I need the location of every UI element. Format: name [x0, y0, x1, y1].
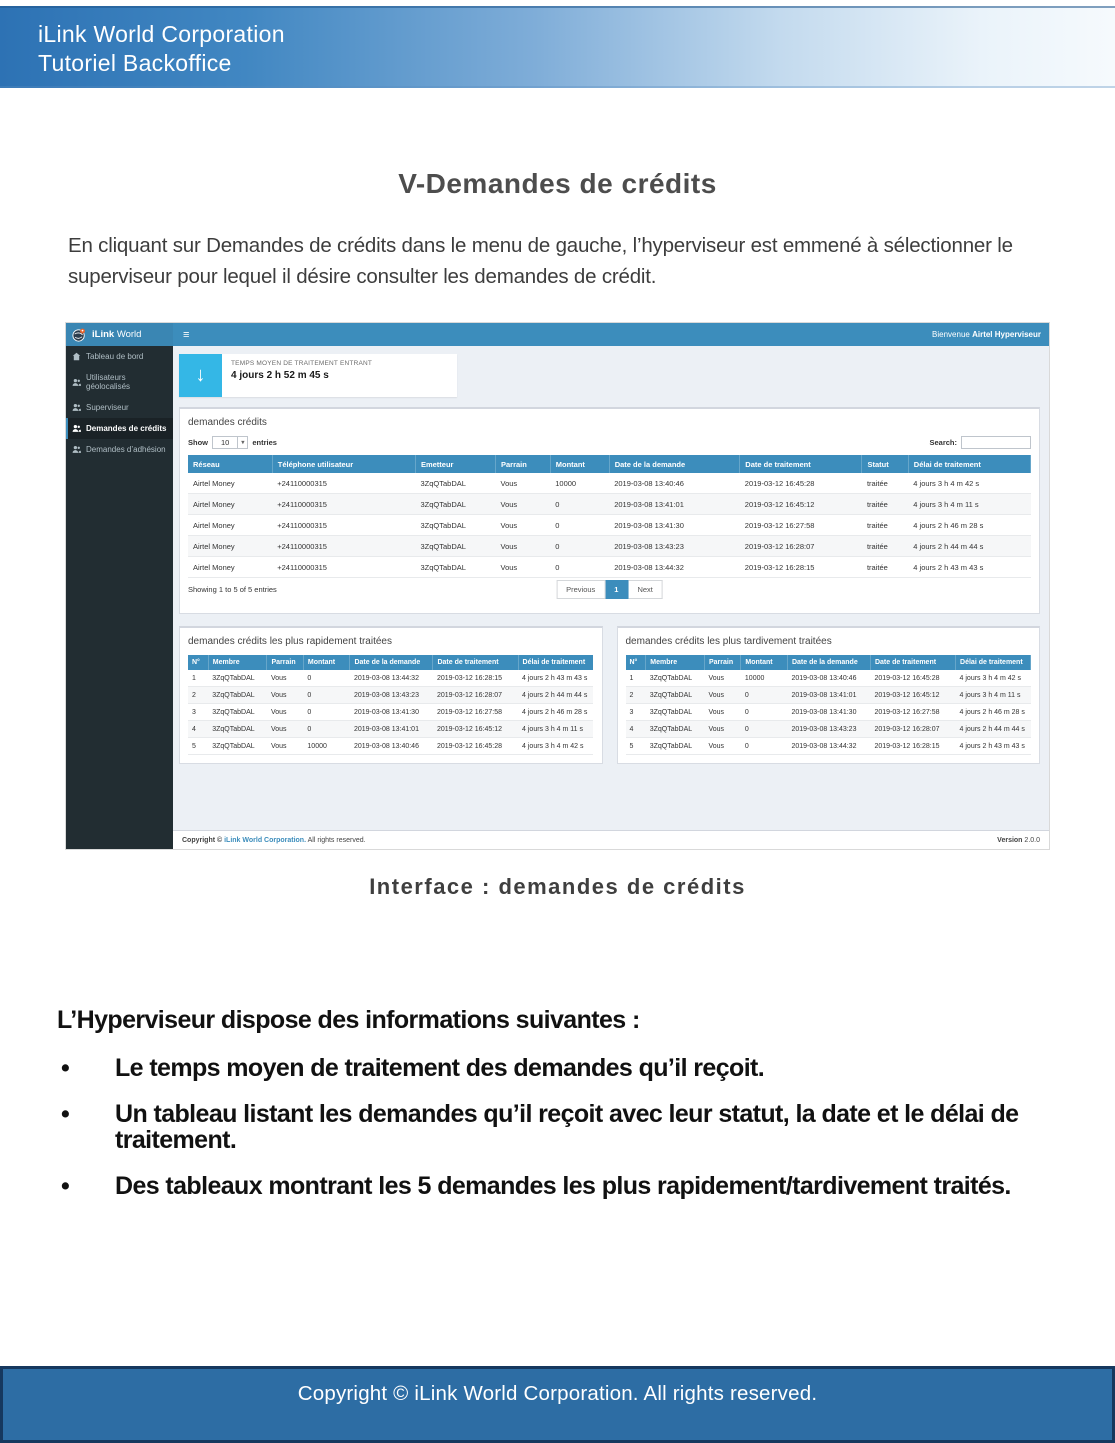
screenshot-caption: Interface : demandes de crédits [369, 874, 746, 899]
column-header[interactable]: Montant [303, 655, 350, 670]
sidebar-item-label: Superviseur [86, 403, 129, 412]
table-cell: 4 jours 2 h 43 m 43 s [518, 670, 593, 687]
table-cell: 2019-03-12 16:28:07 [740, 536, 862, 557]
document-subtitle: Tutoriel Backoffice [38, 50, 232, 76]
table-cell: Airtel Money [188, 557, 272, 578]
pagination-previous-button[interactable]: Previous [556, 580, 605, 599]
column-header[interactable]: Membre [208, 655, 267, 670]
table-cell: 5 [188, 738, 208, 755]
table-cell: Vous [496, 557, 551, 578]
table-cell: +24110000315 [272, 515, 415, 536]
search-label: Search: [929, 438, 957, 447]
version-number: 2.0.0 [1024, 836, 1040, 844]
fastest-credits-table [188, 655, 594, 755]
table-cell: 2019-03-08 13:44:32 [350, 670, 433, 687]
table-cell: 2019-03-08 13:43:23 [350, 687, 433, 704]
table-cell: 4 jours 2 h 44 m 44 s [518, 687, 593, 704]
document-header-banner [0, 6, 1115, 88]
table-row [626, 670, 1031, 687]
table-cell: 0 [303, 704, 350, 721]
fastest-credits-panel [179, 626, 603, 764]
table-cell: 2019-03-12 16:27:58 [740, 515, 862, 536]
bullet-item: • Des tableaux montrant les 5 demandes les plus rapidement/tardivement traités. [57, 1173, 1067, 1199]
table-cell: Vous [267, 738, 303, 755]
table-cell: 4 jours 2 h 44 m 44 s [956, 721, 1031, 738]
app-version [997, 837, 1040, 844]
search-input[interactable] [961, 436, 1031, 449]
widget-label: TEMPS MOYEN DE TRAITEMENT ENTRANT [231, 360, 373, 367]
table-cell: 0 [741, 704, 788, 721]
column-header[interactable]: Délai de traitement [908, 455, 1030, 473]
widget-value: 4 jours 2 h 52 m 45 s [231, 370, 329, 381]
table-cell: 3ZqQTabDAL [415, 515, 495, 536]
table-cell: 2019-03-12 16:28:07 [870, 721, 955, 738]
column-header[interactable]: Délai de traitement [956, 655, 1031, 670]
info-bullet-list [57, 1055, 1067, 1199]
welcome-prefix: Bienvenue [932, 330, 970, 339]
users-icon [72, 378, 81, 387]
table-cell: 4 jours 2 h 43 m 43 s [956, 738, 1031, 755]
table-cell: 4 jours 3 h 4 m 11 s [908, 494, 1030, 515]
table-cell: Vous [704, 704, 740, 721]
column-header[interactable]: Date de la demande [609, 455, 740, 473]
table-cell: traitée [862, 473, 908, 494]
table-cell: 0 [303, 687, 350, 704]
credits-panel [179, 407, 1040, 614]
table-cell: Vous [496, 515, 551, 536]
table-cell: traitée [862, 557, 908, 578]
column-header[interactable]: Parrain [267, 655, 303, 670]
brand-text [92, 329, 141, 340]
table-row [188, 557, 1031, 578]
sidebar-item-label: Demandes d’adhésion [86, 445, 166, 454]
table-cell: +24110000315 [272, 536, 415, 557]
table-cell: 3 [626, 704, 646, 721]
app-sidebar [66, 346, 173, 849]
table-cell: 4 [188, 721, 208, 738]
table-cell: 2019-03-12 16:45:28 [870, 670, 955, 687]
slowest-table-header-row [626, 655, 1031, 670]
page-title: V-Demandes de crédits [398, 168, 717, 199]
table-cell: 2019-03-12 16:45:12 [740, 494, 862, 515]
table-cell: +24110000315 [272, 557, 415, 578]
table-cell: 2 [188, 687, 208, 704]
column-header[interactable]: Parrain [704, 655, 740, 670]
table-cell: 2019-03-08 13:41:01 [609, 494, 740, 515]
brand-light: World [116, 329, 142, 340]
table-foot-row [188, 585, 1031, 594]
table-row [626, 687, 1031, 704]
table-cell: 2019-03-08 13:40:46 [609, 473, 740, 494]
avg-processing-time-widget [179, 354, 457, 397]
pagination [556, 580, 663, 599]
column-header[interactable]: Statut [862, 455, 908, 473]
table-cell: 10000 [741, 670, 788, 687]
table-row [626, 704, 1031, 721]
users-icon [72, 424, 81, 433]
table-cell: 3ZqQTabDAL [208, 738, 267, 755]
table-cell: 2019-03-08 13:41:30 [609, 515, 740, 536]
app-copyright [182, 837, 366, 844]
sidebar-item-tableau-de-bord[interactable] [66, 346, 173, 367]
table-cell: 1 [626, 670, 646, 687]
table-cell: Vous [496, 494, 551, 515]
chevron-down-icon: ▾ [237, 437, 247, 448]
table-row [188, 473, 1031, 494]
table-cell: 2019-03-08 13:43:23 [609, 536, 740, 557]
column-header[interactable]: Réseau [188, 455, 272, 473]
sidebar-toggle-icon[interactable]: ≡ [183, 328, 190, 341]
table-cell: 3ZqQTabDAL [646, 687, 705, 704]
table-row [188, 536, 1031, 557]
table-cell: 3ZqQTabDAL [646, 704, 705, 721]
down-arrow-icon: ↓ [179, 354, 222, 397]
table-row [188, 738, 593, 755]
app-navbar [66, 323, 1049, 346]
intro-paragraph: En cliquant sur Demandes de crédits dans le menu de gauche, l’hyperviseur est emmené à sélectionner le superviseur pour lequel il désire consulter les demandes de crédit. [68, 234, 1013, 288]
app-content [173, 346, 1049, 830]
table-cell: 0 [741, 687, 788, 704]
show-entries-value: 10 [221, 438, 230, 447]
copyright-prefix: Copyright © [182, 836, 225, 844]
table-cell: 10000 [303, 738, 350, 755]
users-icon [72, 403, 81, 412]
table-cell: 4 jours 2 h 46 m 28 s [908, 515, 1030, 536]
table-cell: 1 [188, 670, 208, 687]
table-cell: 3ZqQTabDAL [415, 557, 495, 578]
app-screenshot [65, 322, 1050, 850]
table-cell: 2 [626, 687, 646, 704]
table-cell: Vous [704, 670, 740, 687]
table-cell: 2019-03-08 13:41:01 [787, 687, 870, 704]
column-header[interactable]: Date de traitement [740, 455, 862, 473]
show-entries-select[interactable] [212, 436, 248, 449]
table-cell: Airtel Money [188, 536, 272, 557]
table-cell: traitée [862, 494, 908, 515]
sidebar-item-utilisateurs-geolocalises[interactable] [66, 367, 173, 397]
table-cell: 0 [550, 494, 609, 515]
table-cell: +24110000315 [272, 494, 415, 515]
table-cell: 0 [741, 738, 788, 755]
table-cell: 3 [188, 704, 208, 721]
column-header[interactable]: Date de la demande [787, 655, 870, 670]
table-cell: 3ZqQTabDAL [208, 670, 267, 687]
table-cell: Vous [267, 670, 303, 687]
table-cell: 3ZqQTabDAL [415, 536, 495, 557]
table-row [188, 670, 593, 687]
table-cell: traitée [862, 536, 908, 557]
table-cell: Vous [496, 536, 551, 557]
table-cell: Vous [267, 721, 303, 738]
table-cell: 3ZqQTabDAL [208, 687, 267, 704]
users-icon [72, 445, 81, 454]
table-row [188, 721, 593, 738]
sidebar-item-superviseur[interactable] [66, 397, 173, 418]
table-cell: Airtel Money [188, 515, 272, 536]
table-cell: 4 jours 3 h 4 m 42 s [908, 473, 1030, 494]
fastest-table-header-row [188, 655, 593, 670]
table-cell: 3ZqQTabDAL [208, 721, 267, 738]
table-cell: 2019-03-08 13:41:30 [350, 704, 433, 721]
globe-logo-icon [72, 328, 86, 342]
table-cell: Airtel Money [188, 494, 272, 515]
column-header[interactable]: Date de traitement [433, 655, 518, 670]
table-cell: Vous [704, 687, 740, 704]
table-cell: 2019-03-12 16:45:12 [870, 687, 955, 704]
table-row [626, 721, 1031, 738]
app-logo[interactable] [66, 323, 173, 346]
table-row [188, 704, 593, 721]
table-cell: 4 jours 3 h 4 m 42 s [956, 670, 1031, 687]
sidebar-item-demandes-de-credits[interactable] [66, 418, 173, 439]
bullet-item: • Le temps moyen de traitement des demandes qu’il reçoit. [57, 1055, 1067, 1081]
sidebar-item-label: Demandes de crédits [86, 424, 167, 433]
slowest-panel-title: demandes crédits les plus tardivement traitées [625, 636, 832, 647]
corporation-link[interactable]: iLink World Corporation. [224, 836, 307, 844]
sidebar-item-label: Tableau de bord [86, 352, 144, 361]
column-header[interactable]: Date de traitement [870, 655, 955, 670]
table-cell: 4 [626, 721, 646, 738]
table-cell: traitée [862, 515, 908, 536]
bottom-panels [179, 626, 1040, 764]
table-cell: 4 jours 2 h 46 m 28 s [518, 704, 593, 721]
table-cell: +24110000315 [272, 473, 415, 494]
table-cell: Vous [704, 738, 740, 755]
table-cell: 2019-03-12 16:27:58 [433, 704, 518, 721]
table-cell: 3ZqQTabDAL [646, 670, 705, 687]
column-header[interactable]: Parrain [496, 455, 551, 473]
table-cell: 2019-03-12 16:45:12 [433, 721, 518, 738]
table-cell: 4 jours 2 h 44 m 44 s [908, 536, 1030, 557]
column-header[interactable]: Téléphone utilisateur [272, 455, 415, 473]
table-cell: 0 [550, 536, 609, 557]
table-cell: 2019-03-08 13:44:32 [609, 557, 740, 578]
table-cell: 2019-03-12 16:28:15 [433, 670, 518, 687]
slowest-credits-table [626, 655, 1032, 755]
table-cell: Vous [704, 721, 740, 738]
table-cell: 4 jours 3 h 4 m 11 s [956, 687, 1031, 704]
table-cell: 4 jours 3 h 4 m 42 s [518, 738, 593, 755]
table-cell: Vous [496, 473, 551, 494]
welcome-user: Airtel Hyperviseur [972, 330, 1041, 339]
table-cell: 4 jours 2 h 43 m 43 s [908, 557, 1030, 578]
table-cell: 0 [550, 515, 609, 536]
table-cell: 4 jours 3 h 4 m 11 s [518, 721, 593, 738]
table-cell: 3ZqQTabDAL [646, 721, 705, 738]
table-row [188, 515, 1031, 536]
table-footer [188, 585, 1031, 605]
table-row [188, 494, 1031, 515]
sidebar-item-label: Utilisateurs géolocalisés [86, 373, 131, 391]
table-cell: 2019-03-08 13:40:46 [787, 670, 870, 687]
table-cell: 2019-03-12 16:28:15 [870, 738, 955, 755]
table-cell: Vous [267, 704, 303, 721]
table-cell: Vous [267, 687, 303, 704]
table-cell: 0 [303, 721, 350, 738]
fastest-panel-title: demandes crédits les plus rapidement traitées [188, 636, 392, 647]
copyright-suffix: All rights reserved. [306, 836, 366, 844]
table-cell: 2019-03-08 13:43:23 [787, 721, 870, 738]
table-cell: 0 [741, 721, 788, 738]
credits-table-header-row [188, 455, 1031, 473]
table-cell: 3ZqQTabDAL [415, 494, 495, 515]
app-footer [173, 830, 1049, 849]
table-row [188, 687, 593, 704]
document-footer-banner: Copyright © iLink World Corporation. All rights reserved. [0, 1366, 1115, 1443]
table-cell: 3ZqQTabDAL [646, 738, 705, 755]
table-cell: 2019-03-08 13:41:30 [787, 704, 870, 721]
credits-table [188, 455, 1031, 578]
show-label: Show [188, 438, 208, 447]
column-header[interactable]: Délai de traitement [518, 655, 593, 670]
table-cell: 2019-03-08 13:41:01 [350, 721, 433, 738]
column-header[interactable]: Montant [741, 655, 788, 670]
dashboard-icon [72, 352, 81, 361]
table-cell: 2019-03-12 16:45:28 [433, 738, 518, 755]
table-cell: 2019-03-12 16:45:28 [740, 473, 862, 494]
column-header[interactable]: Emetteur [415, 455, 495, 473]
column-header[interactable]: Date de la demande [350, 655, 433, 670]
credits-panel-title: demandes crédits [188, 417, 267, 428]
table-cell: 2019-03-08 13:44:32 [787, 738, 870, 755]
brand-bold: iLink [92, 329, 115, 340]
welcome-text [932, 330, 1049, 339]
table-cell: 2019-03-08 13:40:46 [350, 738, 433, 755]
sidebar-item-demandes-adhesion[interactable] [66, 439, 173, 460]
column-header[interactable]: Montant [550, 455, 609, 473]
bullet-item: • Un tableau listant les demandes qu’il reçoit avec leur statut, la date et le délai de traitement. [57, 1101, 1067, 1153]
table-cell: 10000 [550, 473, 609, 494]
slowest-credits-panel [617, 626, 1041, 764]
company-name: iLink World Corporation [38, 21, 285, 47]
table-cell: 4 jours 2 h 46 m 28 s [956, 704, 1031, 721]
info-block [57, 1006, 1067, 1199]
search-wrap [929, 436, 1031, 449]
table-cell: 0 [303, 670, 350, 687]
showing-entries-text: Showing 1 to 5 of 5 entries [188, 585, 277, 594]
table-cell: 2019-03-12 16:28:07 [433, 687, 518, 704]
table-row [626, 738, 1031, 755]
table-cell: 2019-03-12 16:27:58 [870, 704, 955, 721]
pagination-page-1-button[interactable]: 1 [605, 580, 628, 599]
info-heading: L’Hyperviseur dispose des informations suivantes : [57, 1006, 640, 1034]
entries-label: entries [252, 438, 277, 447]
column-header[interactable]: N° [626, 655, 646, 670]
column-header[interactable]: N° [188, 655, 208, 670]
table-cell: Airtel Money [188, 473, 272, 494]
table-controls [188, 436, 1031, 449]
table-cell: 5 [626, 738, 646, 755]
column-header[interactable]: Membre [646, 655, 705, 670]
pagination-next-button[interactable]: Next [628, 580, 662, 599]
table-cell: 3ZqQTabDAL [208, 704, 267, 721]
table-cell: 0 [550, 557, 609, 578]
version-label: Version [997, 836, 1023, 844]
table-cell: 3ZqQTabDAL [415, 473, 495, 494]
widget-info [222, 354, 381, 397]
table-cell: 2019-03-12 16:28:15 [740, 557, 862, 578]
